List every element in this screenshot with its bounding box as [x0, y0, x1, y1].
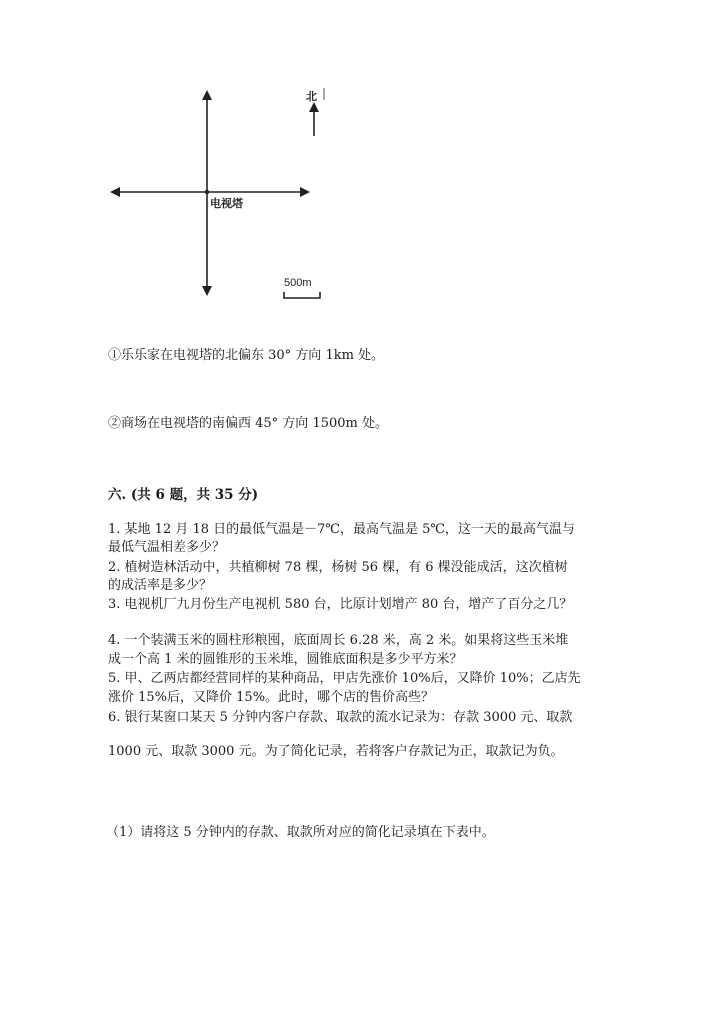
scale-bar — [284, 292, 320, 298]
location-item-1: ①乐乐家在电视塔的北偏东 30° 方向 1km 处。 — [108, 348, 385, 363]
problem-4-line-1: 4. 一个装满玉米的圆柱形粮囤，底面周长 6.28 米，高 2 米。如果将这些玉米堆 — [108, 633, 569, 648]
axes-svg — [100, 80, 360, 310]
problem-6-sub-1: （1）请将这 5 分钟内的存款、取款所对应的简化记录填在下表中。 — [106, 825, 495, 840]
right-arrow-icon — [300, 187, 310, 197]
problem-6-line-2: 1000 元、取款 3000 元。为了简化记录，若将客户存款记为正，取款记为负。 — [108, 744, 564, 759]
problem-1-line-2: 最低气温相差多少？ — [108, 540, 226, 555]
problem-5-line-1: 5. 甲、乙两店都经营同样的某种商品，甲店先涨价 10%后，又降价 10%；乙店先 — [108, 671, 581, 686]
tower-label: 电视塔 — [210, 197, 243, 210]
location-item-2: ②商场在电视塔的南偏西 45° 方向 1500m 处。 — [108, 416, 388, 431]
up-arrow-icon — [202, 90, 212, 100]
north-arrow-icon — [309, 102, 319, 112]
problem-6-line-1: 6. 银行某窗口某天 5 分钟内客户存款、取款的流水记录为：存款 3000 元、取款 — [108, 710, 573, 725]
section-heading: 六. (共 6 题，共 35 分) — [108, 487, 259, 503]
down-arrow-icon — [202, 286, 212, 296]
scale-label: 500m — [284, 277, 312, 289]
problem-4-line-2: 成一个高 1 米的圆锥形的玉米堆，圆锥底面积是多少平方米？ — [108, 652, 463, 667]
problem-2-line-2: 的成活率是多少？ — [108, 578, 213, 593]
left-arrow-icon — [110, 187, 120, 197]
problem-2-line-1: 2. 植树造林活动中，共植柳树 78 棵，杨树 56 棵，有 6 棵没能成活，这次植树 — [108, 560, 568, 575]
north-label: 北 — [306, 90, 317, 103]
tower-point — [205, 190, 209, 194]
problem-3-line-1: 3. 电视机厂九月份生产电视机 580 台，比原计划增产 80 台，增产了百分之几？ — [108, 597, 573, 612]
direction-diagram — [100, 80, 360, 310]
problem-1-line-1: 1. 某地 12 月 18 日的最低气温是－7℃，最高气温是 5℃，这一天的最高气温与 — [108, 522, 575, 537]
problem-5-line-2: 涨价 15%后，又降价 15%。此时，哪个店的售价高些？ — [108, 690, 435, 705]
